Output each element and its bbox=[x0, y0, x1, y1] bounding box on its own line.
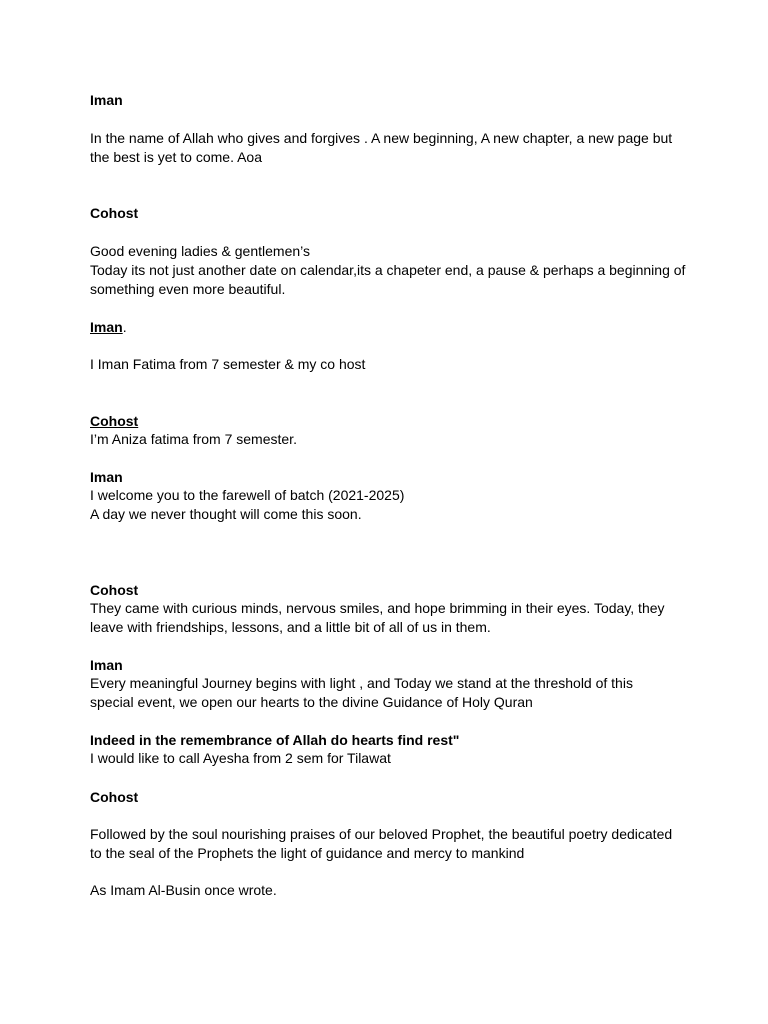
speaker-suffix: . bbox=[122, 319, 127, 335]
script-line: A day we never thought will come this soon. bbox=[90, 506, 362, 522]
speaker-label: Cohost bbox=[90, 789, 139, 805]
script-line: the best is yet to come. Aoa bbox=[90, 149, 262, 165]
script-line: special event, we open our hearts to the divine Guidance of Holy Quran bbox=[90, 694, 533, 710]
script-line: I Iman Fatima from 7 semester & my co host bbox=[90, 356, 366, 372]
script-line: I’m Aniza fatima from 7 semester. bbox=[90, 431, 297, 447]
speaker-label: Iman bbox=[90, 92, 123, 108]
speaker-label: Iman bbox=[90, 469, 123, 485]
script-line: Good evening ladies & gentlemen’s bbox=[90, 243, 311, 259]
script-line: I welcome you to the farewell of batch (2021-2025) bbox=[90, 487, 405, 503]
speaker-label: Iman bbox=[90, 319, 123, 335]
script-line: to the seal of the Prophets the light of guidance and mercy to mankind bbox=[90, 845, 525, 861]
speaker-label: Cohost bbox=[90, 582, 139, 598]
script-line: Today its not just another date on calendar,its a chapeter end, a pause & perhaps a beginning of bbox=[90, 262, 686, 278]
script-line: In the name of Allah who gives and forgives . A new beginning, A new chapter, a new page but bbox=[90, 130, 673, 146]
speaker-label: Iman bbox=[90, 657, 123, 673]
script-line: I would like to call Ayesha from 2 sem for Tilawat bbox=[90, 750, 391, 766]
speaker-heading bbox=[90, 318, 690, 337]
script-line: leave with friendships, lessons, and a little bit of all of us in them. bbox=[90, 619, 491, 635]
speaker-label: Cohost bbox=[90, 205, 139, 221]
script-line: Every meaningful Journey begins with light , and Today we stand at the threshold of this bbox=[90, 675, 633, 691]
script-line: Followed by the soul nourishing praises of our beloved Prophet, the beautiful poetry dedicated bbox=[90, 826, 673, 842]
script-line: They came with curious minds, nervous smiles, and hope brimming in their eyes. Today, they bbox=[90, 600, 665, 616]
quote-line: Indeed in the remembrance of Allah do hearts find rest" bbox=[90, 732, 460, 748]
script-line: something even more beautiful. bbox=[90, 281, 286, 297]
script-line: As Imam Al-Busin once wrote. bbox=[90, 882, 277, 898]
speaker-label: Cohost bbox=[90, 413, 139, 429]
